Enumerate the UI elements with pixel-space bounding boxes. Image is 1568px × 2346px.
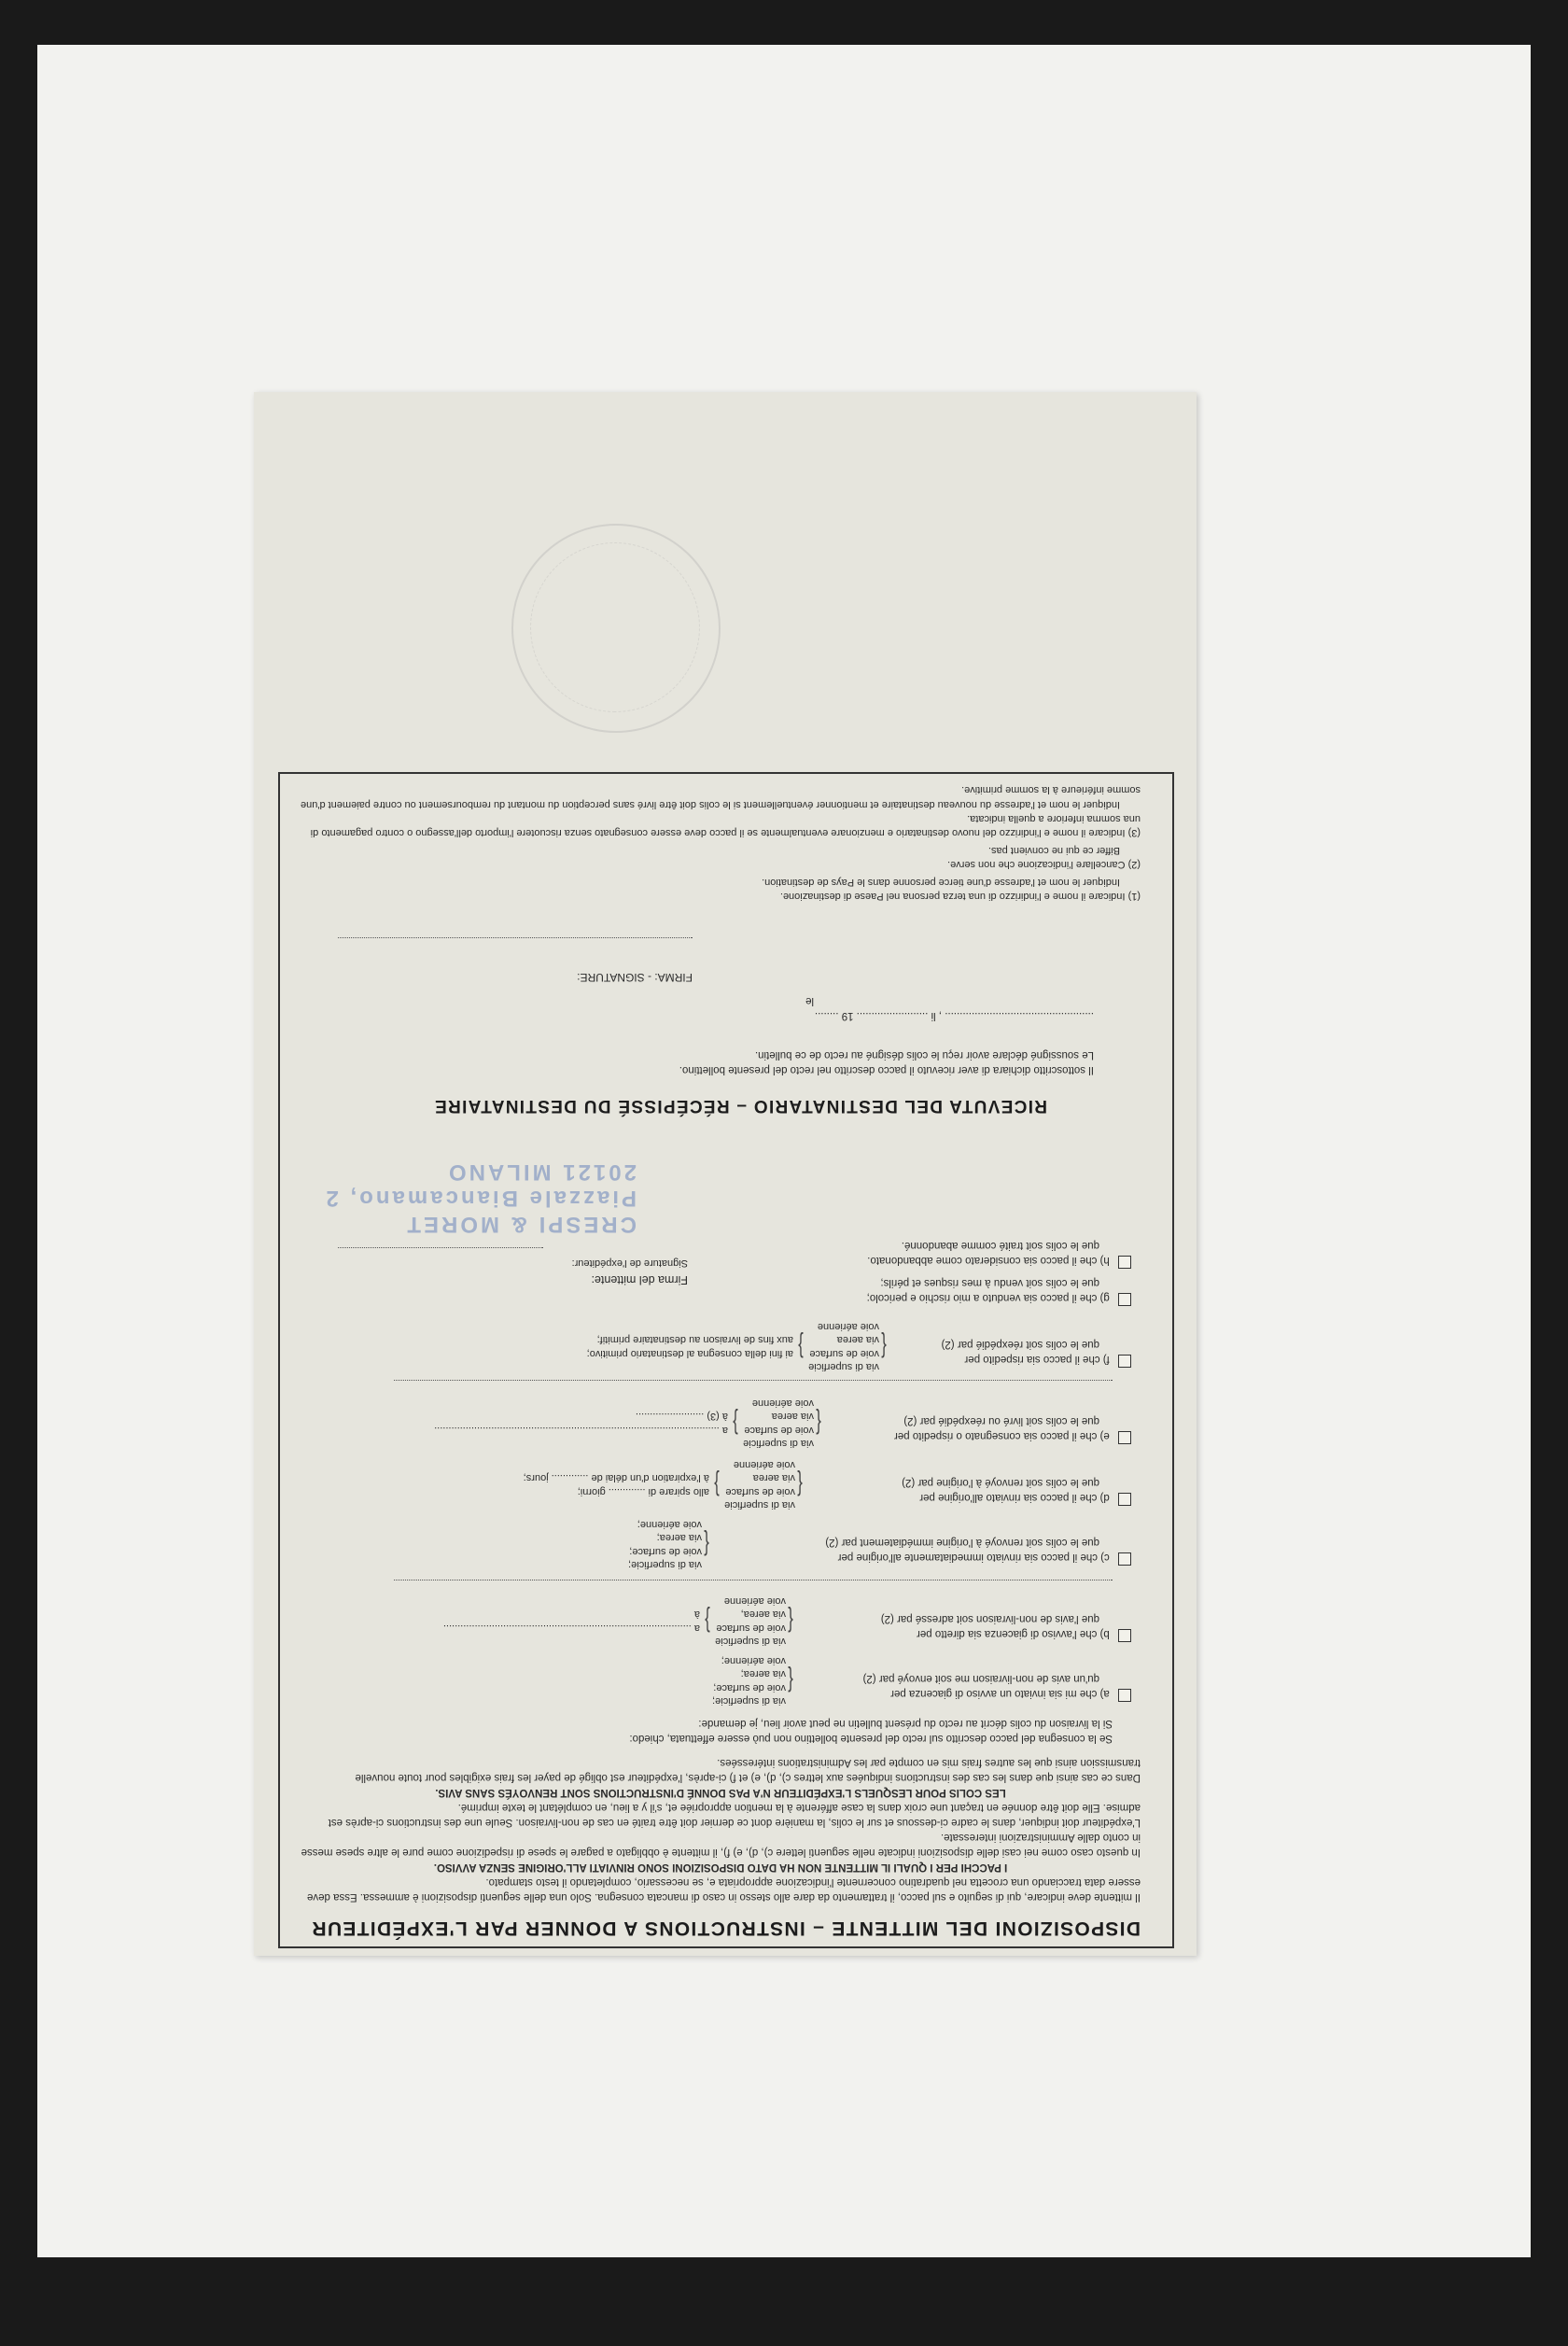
option-f: f) che il pacco sia rispedito per que le colis soit réexpédié par (2) bbox=[942, 1336, 1131, 1368]
option-c-modes: {via di superficie; voie de surface; via aerea; voie aérienne; bbox=[628, 1519, 709, 1570]
option-f-modes: {via di superficie voie de surface via aerea voie aérienne } ai fini della consegna al destinatario primitivo; aux fins de livraison au destinataire primitif; bbox=[586, 1321, 887, 1372]
note-2: (2) Cancellare l'indicazione che non serve. Biffer ce qui ne convient pas. bbox=[947, 844, 1141, 870]
lead-it: Se la consegna del pacco descritto sul recto del presente bollettino non può essere effettuata, chiedo: bbox=[629, 1733, 1113, 1744]
receipt-title: RICEVUTA DEL DESTINATARIO – RÉCÉPISSÉ DU DESTINATAIRE bbox=[433, 1096, 1047, 1116]
receipt-it: Il sottoscritto dichiara di aver ricevuto il pacco descritto nel recto del presente bollettino. bbox=[679, 1064, 1094, 1075]
intro-fr: L'expéditeur doit indiquer, dans le cadre ci-dessous et sur le colis, la manière dont ce dernier doit être traité en cas de non-livraison. Seule une des instructions ci-après est admise. Elle doit être donnée en traçant une croix dans la case afférente à la mention appropriée et, s'il y a lieu, en complétant le texte imprimé. bbox=[328, 1802, 1141, 1828]
parcel-form-back bbox=[254, 392, 1197, 1956]
intro-fr-2: Dans ce cas ainsi que dans les cas des instructions indiquées aux lettres c), d), e) et f) ci-après, l'expéditeur est obligé de payer les frais exigibles pour toute nouvelle transmission ainsi que les autres frais mis en compte par les Administrations intéressées. bbox=[355, 1757, 1141, 1783]
option-e-modes: {via di superficie voie de surface via aerea voie aérienne } a .................................................................................................... à (3) ........................ bbox=[434, 1398, 821, 1449]
receipt-date-line[interactable]: .................................................. , li ........................ 19 ........ le bbox=[805, 995, 1094, 1021]
intro-it: Il mittente deve indicare, qui di seguito e sul pacco, il trattamento da dare allo stesso in caso di mancata consegna. Solo una delle seguenti disposizioni è ammessa. Essa deve essere data tracciando una crocetta nel quadratino concernente l'indicazione appropriata e, se necessario, completando il testo stampato. bbox=[306, 1876, 1141, 1903]
note-1: (1) Indicare il nome e l'indirizzo di una terza persona nel Paese di destinazione. Indiquer le nom et l'adresse d'une tierce personne dans le Pays de destination. bbox=[762, 876, 1141, 902]
option-d-modes: {via di superficie voie de surface via aerea voie aérienne } allo spirare di ............. giorni; à l'expiration d'un délai de ............. jours; bbox=[523, 1459, 803, 1510]
lead-fr: Si la livraison du colis décrit au recto du présent bulletin ne peut avoir lieu, je demande: bbox=[698, 1718, 1113, 1729]
intro-caps-it: I PACCHI PER I QUALI IL MITTENTE NON HA DATO DISPOSIZIONI SONO RINVIATI ALL'ORIGINE SENZA AVVISO. bbox=[433, 1861, 1008, 1873]
note-3: (3) Indicare il nome e l'indirizzo del nuovo destinatario e menzionare eventualmente se il pacco deve essere consegnato senza riscuotere l'importo dell'assegno o contro pagamento di una somma inferiore a quella indicata. Indiquer le nom et l'adresse du nouveau destinataire et mentionner éventuellement si le colis doit être livré sans perception du montant du remboursement ou contre paiement d'une somme inférieure à la somme primitive. bbox=[301, 784, 1141, 838]
receipt-fr: Le soussigné déclare avoir reçu le colis désigné au recto de ce bulletin. bbox=[754, 1049, 1094, 1061]
sender-signature-label: Firma del mittente: Signature de l'expéditeur: bbox=[571, 1257, 688, 1286]
intro-caps-fr: LES COLIS POUR LESQUELS L'EXPÉDITEUR N'A PAS DONNÉ D'INSTRUCTIONS SONT RENVOYÉS SANS AVIS. bbox=[435, 1787, 1006, 1798]
album-page bbox=[37, 45, 1531, 2257]
upside-down-form-content bbox=[254, 392, 1197, 1956]
option-a: a) che mi sia inviato un avviso di giacenza per qu'un avis de non-livraison me soit envoyé par (2) bbox=[863, 1670, 1131, 1702]
option-b: b) che l'avviso di giacenza sia diretto per que l'avis de non-livraison soit adressé par (2) bbox=[881, 1610, 1131, 1642]
intro-it-2: In questo caso come nei casi delle disposizioni indicate nelle seguenti lettere c), d), e) f), il mittente è obbligato a pagare le spese di rispedizione come pure le altre spese messe in conto dalle Amministrazioni interessate. bbox=[301, 1832, 1141, 1858]
option-b-modes: {via di superficie voie de surface via aerea, voie aérienne } a ....................................................................................... à bbox=[442, 1595, 793, 1647]
option-c: c) che il pacco sia rinviato immediatamente all'origine per que le colis soit renvoyé à l'origine immédiatement par (2) bbox=[825, 1534, 1131, 1566]
option-a-modes: {via di superficie; voie de surface; via aerea; voie aérienne; bbox=[712, 1655, 793, 1707]
option-e: e) che il pacco sia consegnato o rispedito per que le colis soit livré ou réexpédié par (2) bbox=[894, 1412, 1131, 1444]
receipt-signature-label: FIRMA: - SIGNATURE: bbox=[577, 971, 693, 984]
form-title: DISPOSIZIONI DEL MITTENTE – INSTRUCTIONS A DONNER PAR L'EXPÉDITEUR bbox=[311, 1918, 1141, 1939]
option-d: d) che il pacco sia rinviato all'origine per que le colis soit renvoyé à l'origine par (2) bbox=[902, 1474, 1131, 1506]
option-g: g) che il pacco sia venduto a mio rischio e pericolo; que le colis soit vendu à mes risques et périls; bbox=[867, 1274, 1131, 1306]
postmark-circle bbox=[511, 524, 721, 733]
instructions-frame bbox=[278, 772, 1174, 1948]
option-h: h) che il pacco sia considerato come abbandonato. que le colis soit traité comme abandonné. bbox=[867, 1237, 1131, 1269]
sender-company-stamp: CRESPI & MORET Piazzale Biancamano, 2 20121 MILANO bbox=[323, 1159, 637, 1237]
